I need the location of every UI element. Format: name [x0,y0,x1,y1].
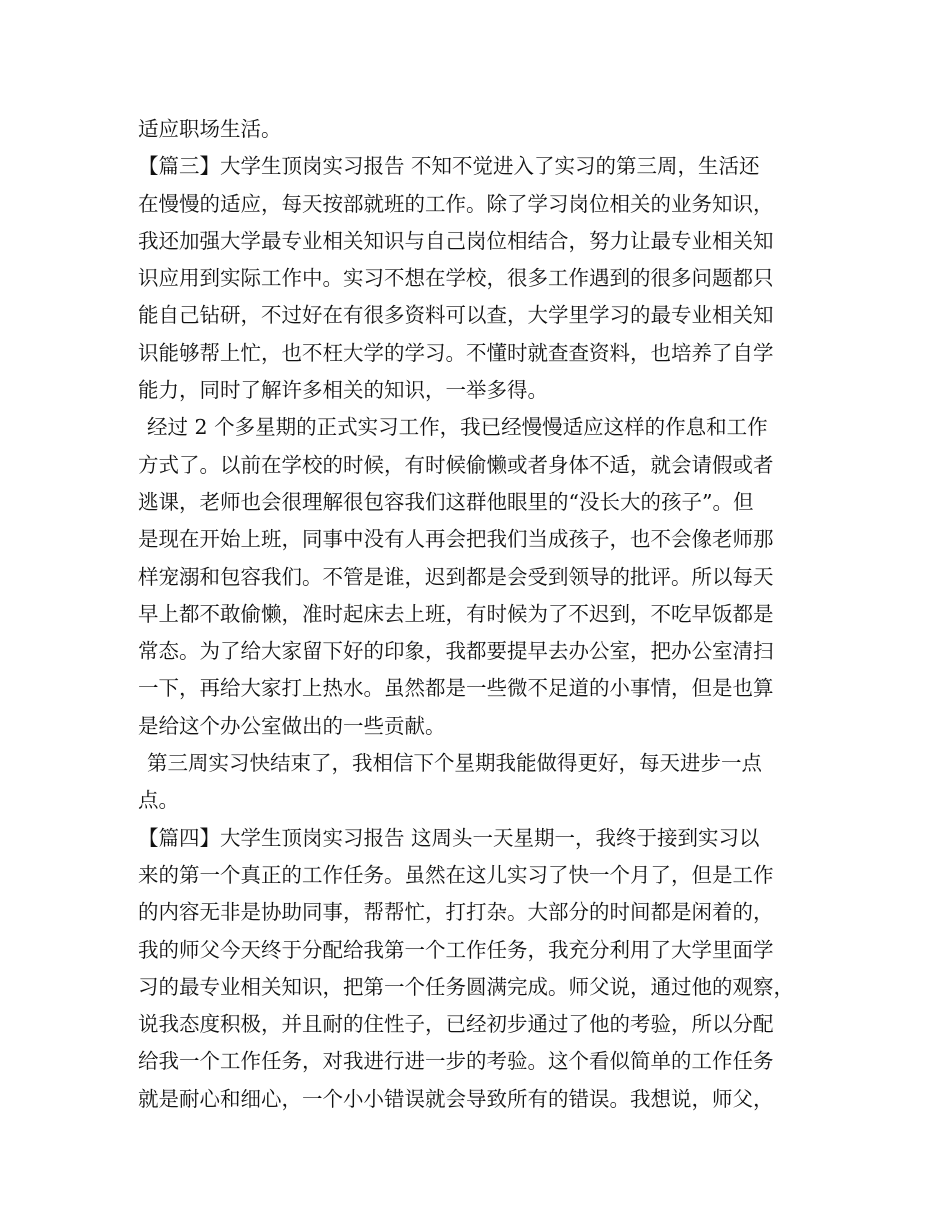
text-line: 【篇三】大学生顶岗实习报告 不知不觉进入了实习的第三周，生活还 [138,154,760,179]
text-line: 是现在开始上班，同事中没有人再会把我们当成孩子，也不会像老师那 [138,527,774,552]
text-line: 【篇四】大学生顶岗实习报告 这周头一天星期一，我终于接到实习以 [138,825,760,850]
text-line: 逃课，老师也会很理解很包容我们这群他眼里的“没长大的孩子”。但 [138,489,754,514]
text-line: 第三周实习快结束了，我相信下个星期我能做得更好，每天进步一点 [147,751,762,776]
text-line: 我的师父今天终于分配给我第一个工作任务，我充分利用了大学里面学 [138,937,774,962]
text-line: 识应用到实际工作中。实习不想在学校，很多工作遇到的很多问题都只 [138,266,774,291]
text-line: 识能够帮上忙，也不枉大学的学习。不懂时就查查资料，也培养了自学 [138,340,774,365]
document-body [138,111,838,1118]
text-line: 适应职场生活。 [138,117,282,141]
text-line: 我还加强大学最专业相关知识与自己岗位相结合，努力让最专业相关知 [138,228,774,253]
text-line: 点。 [138,788,179,813]
text-line: 是给这个办公室做出的一些贡献。 [138,713,446,738]
text-line: 习的最专业相关知识，把第一个任务圆满完成。师父说，通过他的观察， [138,974,794,999]
text-line: 能力，同时了解许多相关的知识，一举多得。 [138,378,548,403]
text-line: 样宠溺和包容我们。不管是谁，迟到都是会受到领导的批评。所以每天 [138,564,774,589]
text-line: 方式了。以前在学校的时候，有时候偷懒或者身体不适，就会请假或者 [138,452,774,477]
text-line: 能自己钻研，不过好在有很多资料可以查，大学里学习的最专业相关知 [138,303,774,328]
text-line: 就是耐心和细心，一个小小错误就会导致所有的错误。我想说，师父， [138,1086,774,1111]
text-line: 一下，再给大家打上热水。虽然都是一些微不足道的小事情，但是也算 [138,676,774,701]
text-line: 在慢慢的适应，每天按部就班的工作。除了学习岗位相关的业务知识， [138,191,774,216]
text-line: 常态。为了给大家留下好的印象，我都要提早去办公室，把办公室清扫 [138,639,774,664]
text-line: 给我一个工作任务，对我进行进一步的考验。这个看似简单的工作任务 [138,1049,774,1074]
text-line: 早上都不敢偷懒，准时起床去上班，有时候为了不迟到，不吃早饭都是 [138,601,774,626]
text-line: 经过 2 个多星期的正式实习工作，我已经慢慢适应这样的作息和工作 [147,415,768,440]
text-line: 的内容无非是协助同事，帮帮忙，打打杂。大部分的时间都是闲着的， [138,900,774,925]
text-line: 来的第一个真正的工作任务。虽然在这儿实习了快一个月了，但是工作 [138,862,774,887]
text-line: 说我态度积极，并且耐的住性子，已经初步通过了他的考验，所以分配 [138,1012,774,1037]
